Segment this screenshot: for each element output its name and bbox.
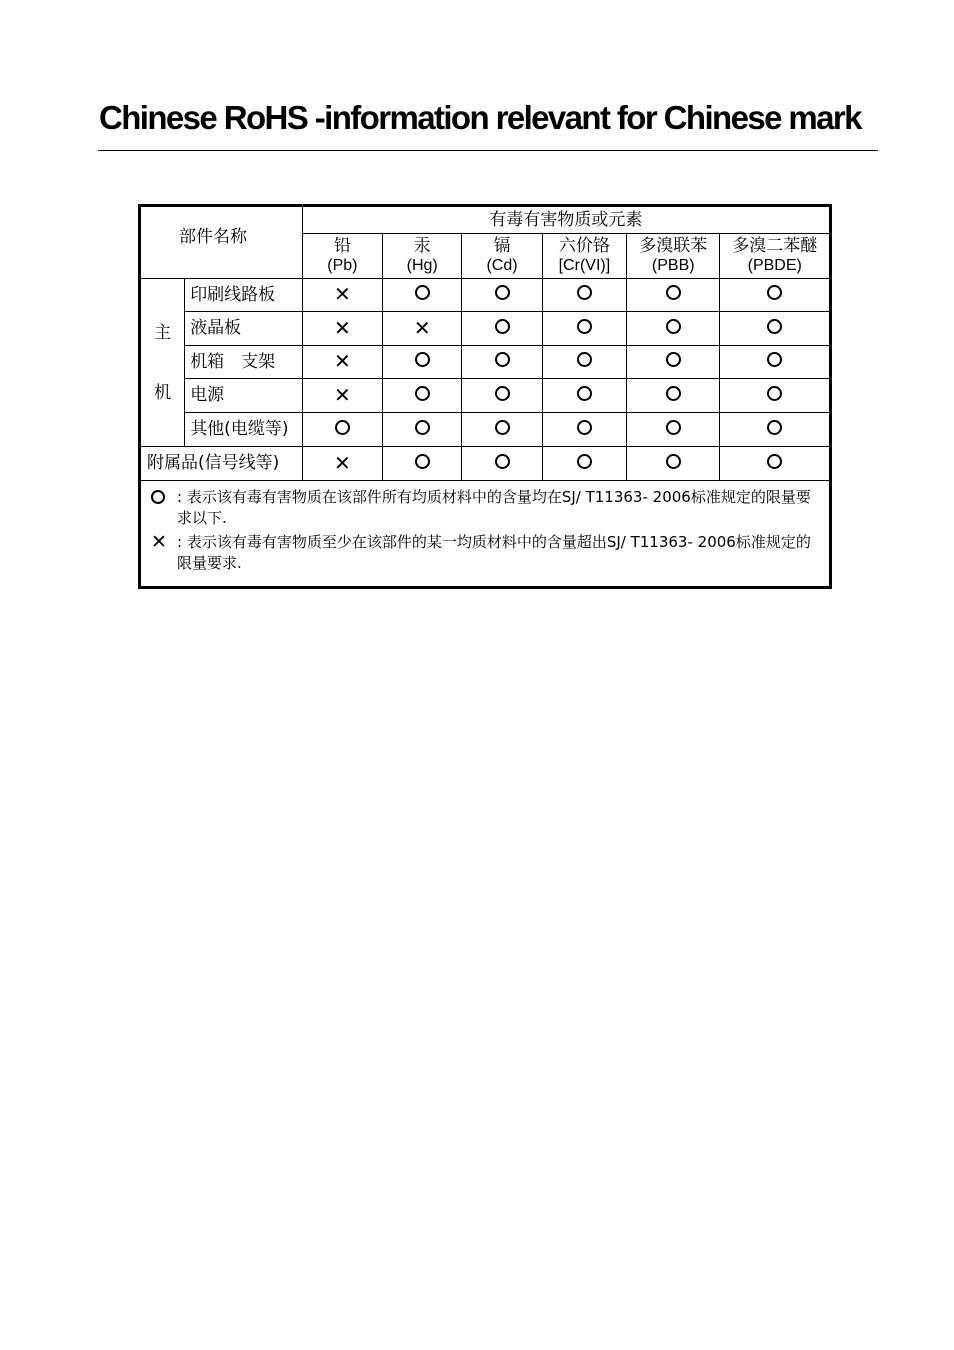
circle-icon: [415, 454, 430, 469]
circle-icon: [495, 352, 510, 367]
circle-icon: [495, 454, 510, 469]
note-text: : 表示该有毒有害物质至少在该部件的某一均质材料中的含量超出SJ/ T11363- 2006标准规定的限量要求.: [177, 533, 811, 572]
part-name-header: 部件名称: [140, 206, 303, 279]
mark-cell: [462, 447, 542, 481]
part-name: 附属品(信号线等): [140, 447, 303, 481]
part-name: 其他(电缆等): [185, 413, 303, 447]
mark-cell: [542, 413, 626, 447]
circle-icon: [767, 319, 782, 334]
note-item: [151, 532, 821, 574]
mark-cell: [383, 279, 462, 312]
mark-cell: [383, 379, 462, 413]
table-row: [140, 279, 831, 312]
circle-icon: [415, 420, 430, 435]
substance-header-1: [383, 234, 462, 279]
group-label-char: 主: [154, 322, 172, 343]
mark-cell: [383, 346, 462, 379]
rohs-table-container: [138, 204, 832, 589]
note-symbol: [151, 487, 177, 504]
circle-icon: [666, 420, 681, 435]
circle-icon: [767, 420, 782, 435]
substance-header-3: [542, 234, 626, 279]
table-row: [140, 413, 831, 447]
circle-icon: [767, 285, 782, 300]
table-row: [140, 346, 831, 379]
note-item: [151, 487, 821, 529]
circle-icon: [577, 454, 592, 469]
part-name: 印刷线路板: [185, 279, 303, 312]
mark-cell: [627, 279, 720, 312]
title-divider: [98, 150, 878, 151]
notes-cell: [140, 481, 831, 588]
circle-icon: [577, 285, 592, 300]
circle-icon: [415, 386, 430, 401]
note-symbol: [151, 532, 177, 552]
circle-icon: [666, 285, 681, 300]
mark-cell: [302, 413, 382, 447]
cross-icon: ✕: [151, 531, 167, 553]
mark-cell: [627, 379, 720, 413]
mark-cell: [720, 413, 831, 447]
note-text: : 表示该有毒有害物质在该部件所有均质材料中的含量均在SJ/ T11363- 2006标准规定的限量要求以下.: [177, 488, 811, 527]
table-row: [140, 312, 831, 346]
substance-header-5: [720, 234, 831, 279]
mark-cell: [462, 346, 542, 379]
mark-cell: [720, 312, 831, 346]
mark-cell: [542, 379, 626, 413]
substance-symbol: (Cd): [486, 257, 518, 274]
mark-cell: [462, 312, 542, 346]
mark-cell: [720, 379, 831, 413]
circle-icon: [666, 386, 681, 401]
circle-icon: [415, 352, 430, 367]
cross-icon: ✕: [333, 315, 351, 340]
rohs-table: [138, 204, 832, 589]
mark-cell: [302, 447, 382, 481]
cross-icon: ✕: [413, 315, 431, 340]
substance-header-4: [627, 234, 720, 279]
circle-icon: [335, 420, 350, 435]
part-name: 电源: [185, 379, 303, 413]
part-name: 液晶板: [185, 312, 303, 346]
substance-name: 多溴联苯: [639, 236, 708, 256]
cross-icon: ✕: [333, 450, 351, 475]
substance-symbol: (PBB): [651, 257, 695, 274]
circle-icon: [666, 454, 681, 469]
substance-name: 汞: [413, 236, 431, 256]
mark-cell: [720, 447, 831, 481]
mark-cell: [627, 346, 720, 379]
substances-header: 有毒有害物质或元素: [302, 206, 830, 234]
circle-icon: [151, 490, 165, 504]
accessory-row: [140, 447, 831, 481]
mark-cell: [462, 413, 542, 447]
mark-cell: [627, 413, 720, 447]
mark-cell: [302, 312, 382, 346]
group-label-char: 机: [154, 382, 172, 403]
circle-icon: [495, 386, 510, 401]
circle-icon: [415, 285, 430, 300]
mark-cell: [542, 447, 626, 481]
substance-symbol: (PBDE): [747, 257, 802, 274]
mark-cell: [302, 279, 382, 312]
part-name: 机箱 支架: [185, 346, 303, 379]
substance-header-0: [302, 234, 382, 279]
mark-cell: [627, 312, 720, 346]
circle-icon: [666, 352, 681, 367]
circle-icon: [666, 319, 681, 334]
substance-symbol: (Pb): [327, 257, 358, 274]
mark-cell: [302, 346, 382, 379]
substance-symbol: [Cr(VI)]: [558, 257, 611, 274]
circle-icon: [767, 352, 782, 367]
circle-icon: [495, 420, 510, 435]
circle-icon: [495, 319, 510, 334]
substance-symbol: (Hg): [406, 257, 438, 274]
circle-icon: [577, 386, 592, 401]
mark-cell: [542, 346, 626, 379]
substance-name: 铅: [333, 236, 351, 256]
cross-icon: ✕: [333, 282, 351, 306]
main-unit-rows: [140, 279, 831, 447]
mark-cell: [542, 279, 626, 312]
mark-cell: [383, 447, 462, 481]
mark-cell: [302, 379, 382, 413]
cross-icon: ✕: [333, 349, 351, 373]
mark-cell: [383, 312, 462, 346]
mark-cell: [462, 379, 542, 413]
circle-icon: [577, 420, 592, 435]
page-title: Chinese RoHS -information relevant for Chinese mark: [99, 99, 861, 136]
group-label-main-unit: [140, 279, 185, 447]
mark-cell: [542, 312, 626, 346]
circle-icon: [767, 454, 782, 469]
substance-name: 镉: [493, 236, 511, 256]
substance-name: 多溴二苯醚: [732, 236, 818, 256]
mark-cell: [383, 413, 462, 447]
cross-icon: ✕: [333, 382, 351, 407]
circle-icon: [577, 352, 592, 367]
substance-header-2: [462, 234, 542, 279]
circle-icon: [767, 386, 782, 401]
circle-icon: [495, 285, 510, 300]
table-row: [140, 379, 831, 413]
mark-cell: [627, 447, 720, 481]
mark-cell: [720, 279, 831, 312]
mark-cell: [720, 346, 831, 379]
mark-cell: [462, 279, 542, 312]
circle-icon: [577, 319, 592, 334]
substance-name: 六价铬: [558, 236, 610, 256]
